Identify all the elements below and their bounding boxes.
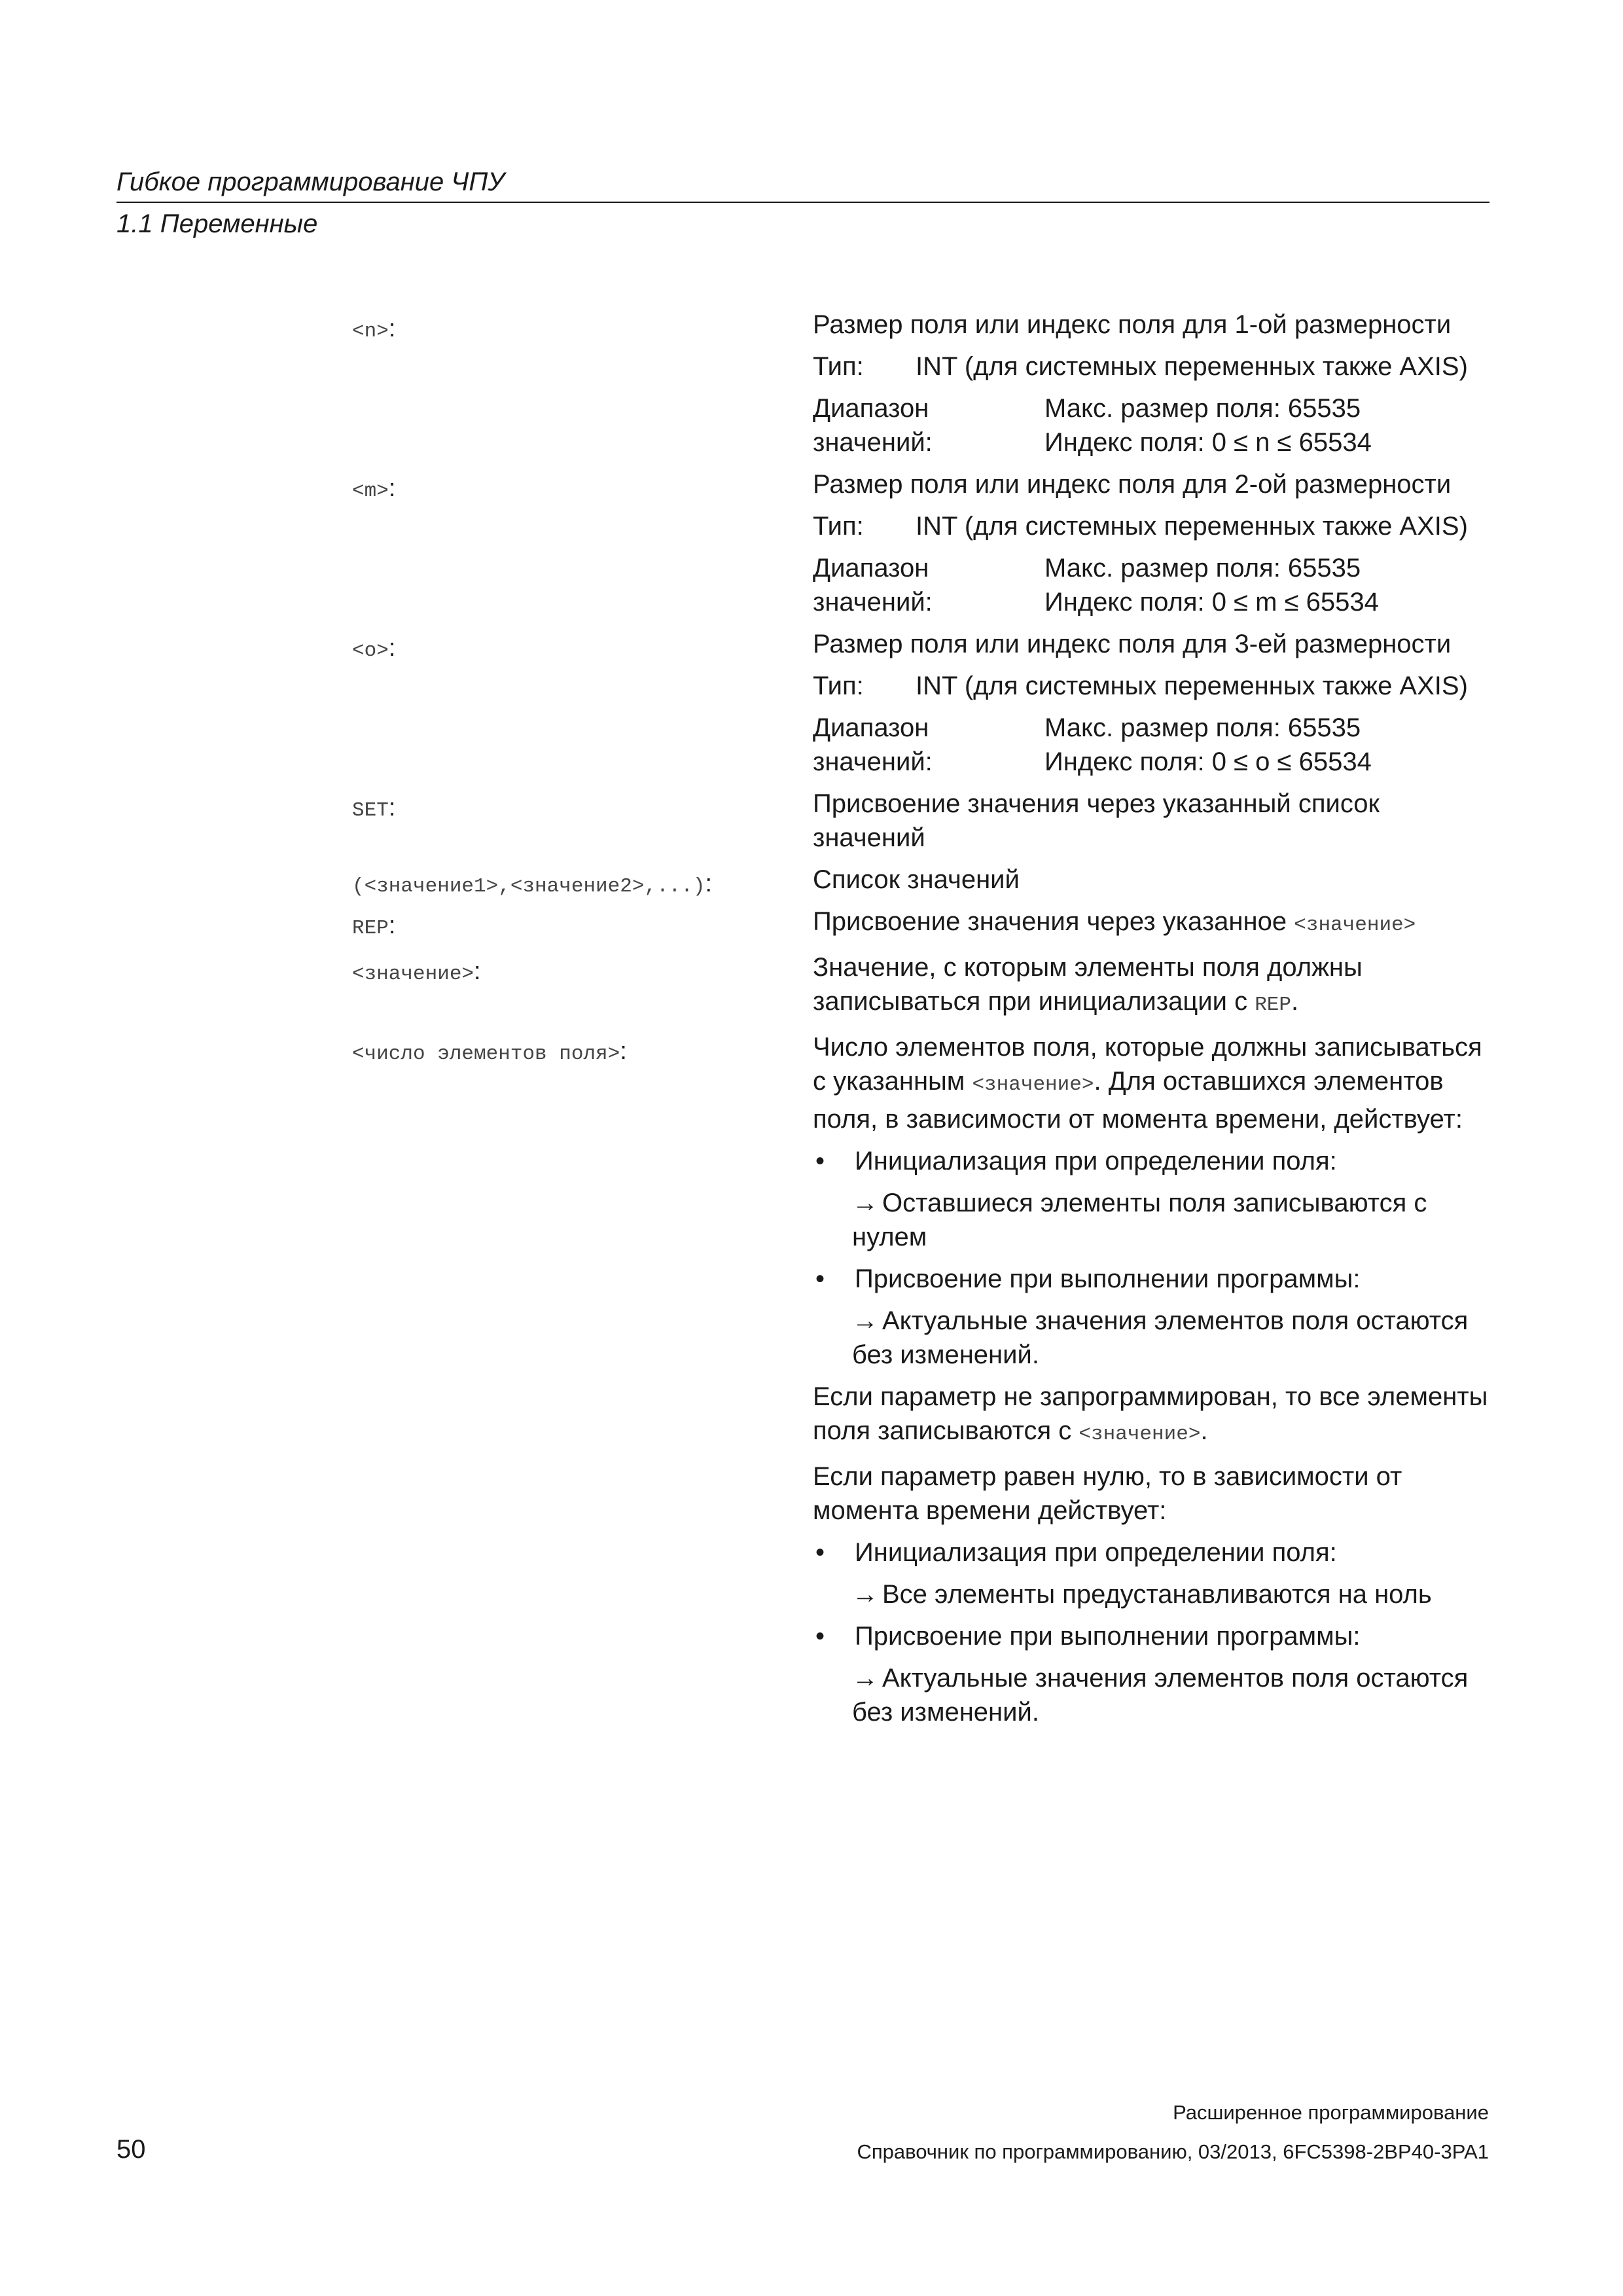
arrow-note [852,1661,1491,1729]
range-label-2: значений: [813,428,933,457]
param-description: Присвоение значения через указанный список значений [813,789,1380,852]
range-label-2: значений: [813,747,933,776]
param-rep [352,905,1491,950]
type-value: INT (для системных переменных также AXIS) [916,352,1468,381]
colon: : [474,958,481,985]
param-o [352,627,1491,787]
param-set [352,787,1491,863]
type-label: Тип: [813,352,864,381]
range-label: Диапазон [813,394,929,423]
bullet-text: Инициализация при определении поля: [855,1147,1337,1175]
range-row [813,551,1491,619]
param-description [813,1380,1491,1452]
description-text: Если параметр не запрограммирован, то все элементы поля записываются с [813,1382,1488,1445]
max-size: Макс. размер поля: 65535 [1044,713,1361,742]
parameter-list [352,308,1491,1737]
range-label: Диапазон [813,554,929,583]
range-label-2: значений: [813,588,933,617]
arrow-note-text: Оставшиеся элементы поля записываются с нулем [852,1189,1427,1251]
bullet-item [813,1144,1491,1178]
arrow-icon: → [852,1189,878,1217]
footer-reference: Справочник по программированию, 03/2013, 6FC5398-2BP40-3PA1 [857,2140,1489,2163]
description-text: Значение, с которым элементы поля должны записываться при инициализации с [813,953,1363,1016]
punctuation: . [1291,987,1299,1016]
type-row [813,350,1491,384]
code-ref: REP [1255,994,1291,1016]
description-text: Число элементов поля, которые должны записываться с указанным [813,1033,1482,1096]
param-name: <число элементов поля> [352,1043,620,1066]
bullet-text: Инициализация при определении поля: [855,1538,1337,1567]
bullet-dot: • [815,1538,825,1567]
param-name: <m> [352,480,389,503]
param-description: Размер поля или индекс поля для 1-ой размерности [813,310,1452,339]
page-number: 50 [116,2135,146,2164]
param-name: REP [352,917,389,940]
index-range: Индекс поля: 0 ≤ n ≤ 65534 [1044,428,1372,457]
range-row [813,391,1491,459]
range-label: Диапазон [813,713,929,742]
param-element-count [352,1030,1491,1737]
param-value-list [352,863,1491,905]
colon: : [388,794,396,821]
param-description: Размер поля или индекс поля для 3-ей размерности [813,630,1452,658]
index-range: Индекс поля: 0 ≤ m ≤ 65534 [1044,588,1379,617]
footer-book-title: Расширенное программирование [1173,2101,1489,2124]
max-size: Макс. размер поля: 65535 [1044,554,1361,583]
colon: : [620,1037,627,1065]
arrow-note-text: Все элементы предустанавливаются на ноль [882,1580,1432,1609]
type-value: INT (для системных переменных также AXIS) [916,512,1468,541]
type-label: Тип: [813,512,864,541]
colon: : [388,912,396,939]
bullet-dot: • [815,1622,825,1651]
param-description [813,950,1491,1022]
arrow-icon: → [852,1664,878,1693]
arrow-icon: → [852,1306,878,1335]
page-header [116,165,1489,241]
colon: : [388,315,396,342]
arrow-note [852,1577,1491,1611]
param-description: Список значений [813,865,1020,894]
code-ref: <значение> [1079,1423,1201,1446]
bullet-item [813,1619,1491,1653]
param-description: Если параметр равен нулю, то в зависимости от момента времени действует: [813,1462,1402,1525]
code-ref: <значение> [1294,914,1416,937]
bullet-text: Присвоение при выполнении программы: [855,1265,1361,1293]
param-name: (<значение1>,<значение2>,...) [352,875,705,898]
arrow-note-text: Актуальные значения элементов поля остаются без изменений. [852,1664,1469,1727]
arrow-icon: → [852,1580,878,1609]
punctuation: . [1200,1416,1208,1445]
chapter-title: Гибкое программирование ЧПУ [116,168,505,196]
range-row [813,711,1491,779]
colon: : [705,870,713,897]
bullet-dot: • [815,1147,825,1175]
code-ref: <значение> [972,1073,1094,1096]
param-name: <n> [352,320,389,343]
type-value: INT (для системных переменных также AXIS) [916,672,1468,700]
section-title: 1.1 Переменные [116,209,318,238]
param-name: <o> [352,639,389,662]
description-text: Присвоение значения через указанное [813,907,1287,936]
param-n [352,308,1491,467]
bullet-item [813,1262,1491,1296]
colon: : [388,475,396,502]
arrow-note [852,1186,1491,1254]
arrow-note-text: Актуальные значения элементов поля остаются без изменений. [852,1306,1469,1369]
bullet-text: Присвоение при выполнении программы: [855,1622,1361,1651]
param-description [813,1030,1491,1136]
bullet-item [813,1535,1491,1570]
param-description: Размер поля или индекс поля для 2-ой размерности [813,470,1452,499]
param-value [352,950,1491,1030]
bullet-dot: • [815,1265,825,1293]
param-m [352,467,1491,627]
arrow-note [852,1304,1491,1372]
header-rule [116,202,1489,203]
type-label: Тип: [813,672,864,700]
type-row [813,669,1491,703]
description-text-cont: . Для оставшихся элементов поля, в зависимости от момента времени, действует: [813,1067,1463,1134]
param-name: SET [352,799,389,822]
index-range: Индекс поля: 0 ≤ o ≤ 65534 [1044,747,1372,776]
param-description [813,905,1491,942]
type-row [813,509,1491,543]
colon: : [388,634,396,662]
param-name: <значение> [352,963,474,986]
max-size: Макс. размер поля: 65535 [1044,394,1361,423]
